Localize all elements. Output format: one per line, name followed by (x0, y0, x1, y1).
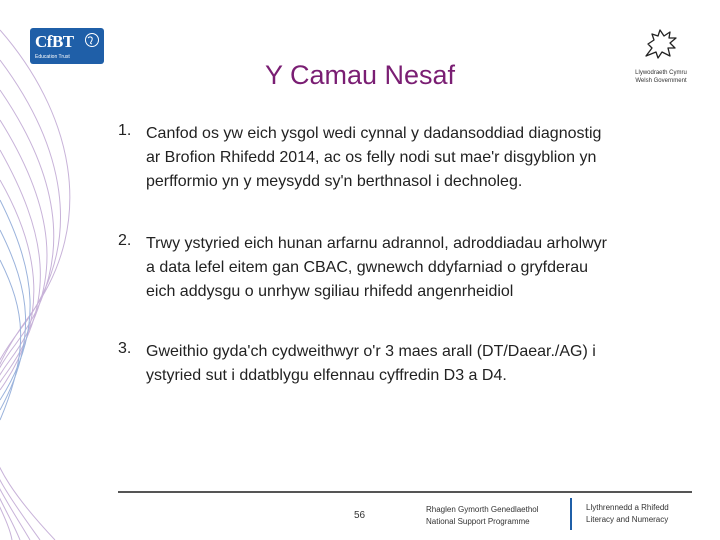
step-text: Canfod os yw eich ysgol wedi cynnal y dadansoddiad diagnostig ar Brofion Rhifedd 2014, ac os felly nodi sut mae'r disgyblion yn perfformio yn y meysydd sy'n berthnasol i dechnoleg. (146, 125, 602, 190)
dragon-icon (642, 26, 680, 62)
footer-programme-welsh: Rhaglen Gymorth Genedlaethol (426, 505, 539, 514)
welsh-government-logo-line1: Llywodraeth Cymru (635, 70, 687, 76)
footer-programme-english: National Support Programme (426, 517, 530, 526)
cfbt-logo-brand: CfBT (35, 32, 74, 51)
step-text: Gweithio gyda'ch cydweithwyr o'r 3 maes arall (DT/Daear./AG) i ystyried sut i ddatblygu elfennau cyffredin D3 a D4. (146, 343, 596, 384)
welsh-government-logo-line2: Welsh Government (635, 78, 687, 84)
step-number: 3. (118, 340, 132, 357)
footer-divider-line (118, 491, 692, 493)
step-text: Trwy ystyried eich hunan arfarnu adrannol, adroddiadau arholwyr a data lefel eitem gan CBAC, gwnewch ddyfarniad o gryfderau eich addysgu o unrhyw sgiliau rhifedd angenrheidiol (146, 235, 607, 300)
cfbt-logo (30, 28, 104, 64)
step-number: 1. (118, 122, 132, 139)
globe-icon (84, 32, 100, 48)
step-number: 2. (118, 232, 132, 249)
footer-literacy-welsh: Llythrennedd a Rhifedd (586, 503, 669, 512)
cfbt-logo-subtitle: Education Trust (35, 54, 70, 60)
footer-literacy-english: Literacy and Numeracy (586, 515, 669, 524)
footer-vertical-divider (570, 498, 572, 530)
page-number: 56 (354, 510, 366, 521)
slide-title: Y Camau Nesaf (264, 60, 456, 90)
